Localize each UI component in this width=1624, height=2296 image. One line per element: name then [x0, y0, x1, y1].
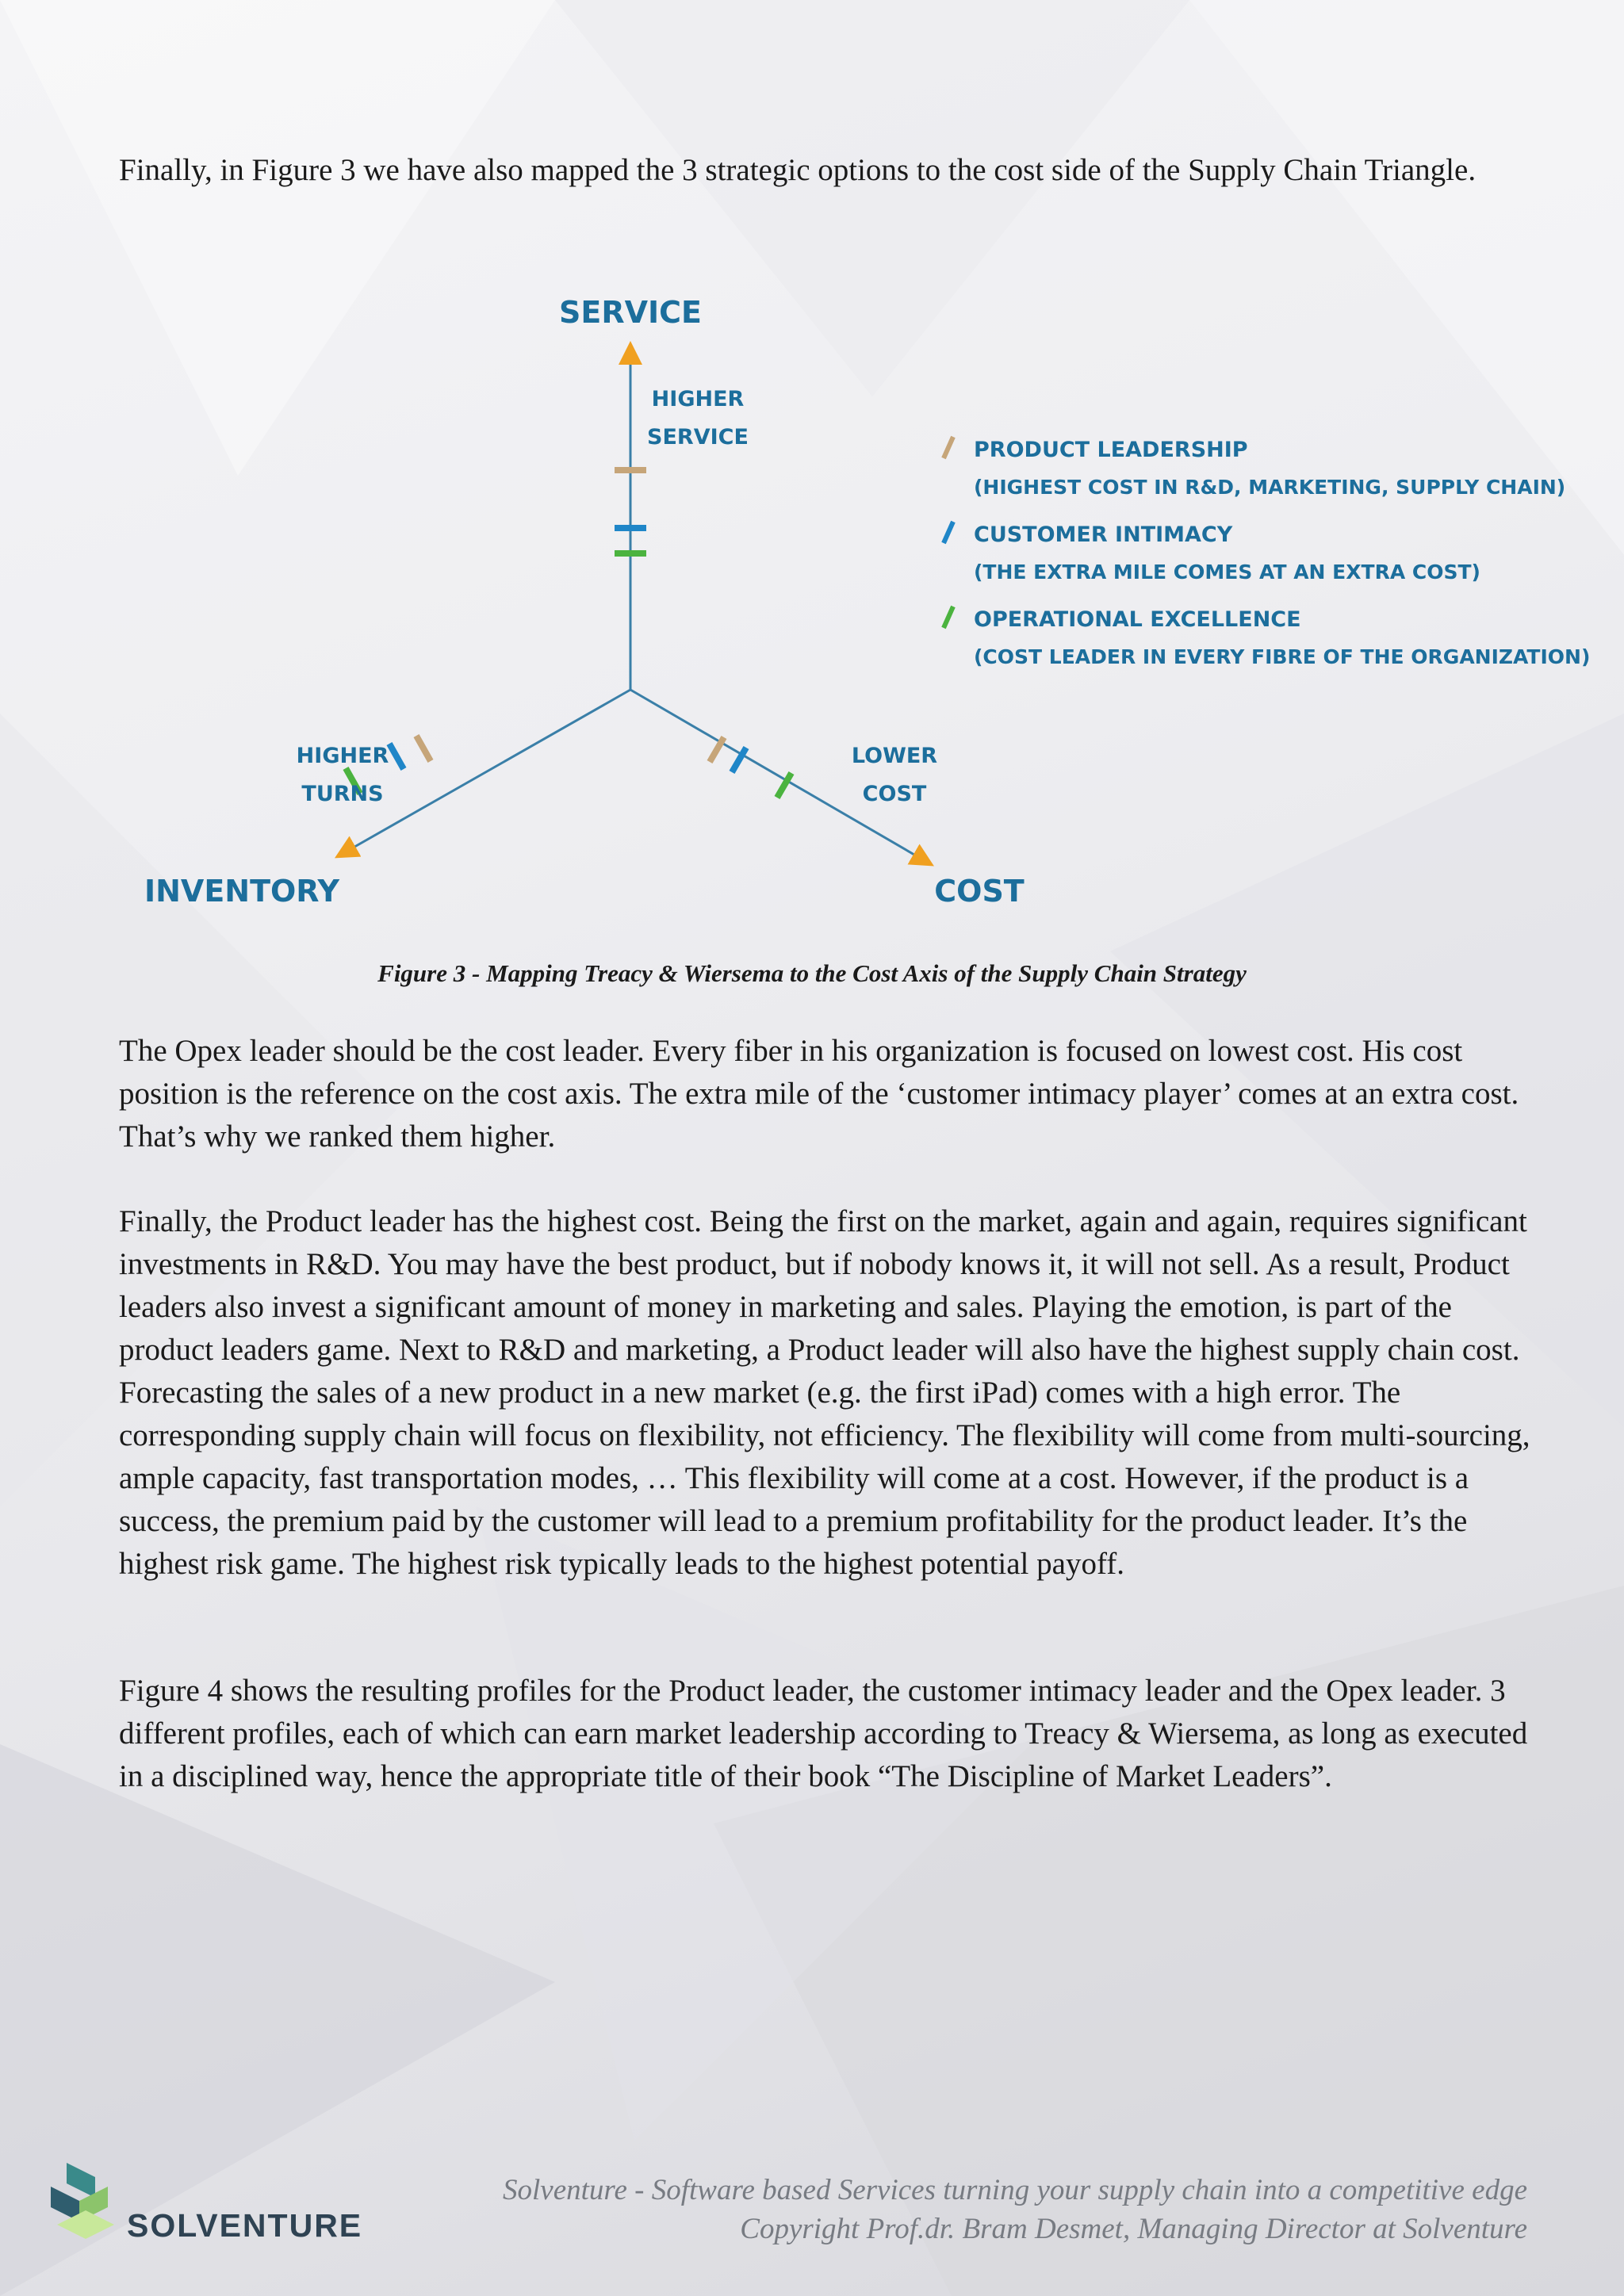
legend-swatch-product: [944, 437, 953, 458]
legend-swatch-opex: [944, 607, 953, 628]
inventory-axis: [345, 690, 630, 852]
legend-sublabel-customer: (THE EXTRA MILE COMES AT AN EXTRA COST): [974, 561, 1480, 584]
axis-label-inventory: INVENTORY: [144, 874, 340, 909]
legend-sublabel-opex: (COST LEADER IN EVERY FIBRE OF THE ORGANIZATION): [974, 645, 1591, 668]
intro-paragraph: Finally, in Figure 3 we have also mapped the 3 strategic options to the cost side of the Supply Chain Triangle.: [119, 153, 1477, 187]
legend-label-product: PRODUCT LEADERSHIP: [974, 438, 1248, 462]
hint-inventory-1: HIGHER: [296, 744, 389, 768]
cost-axis: [630, 690, 924, 860]
inventory-tick-product: [416, 736, 431, 761]
opex-paragraph: The Opex leader should be the cost leader. Every fiber in his organization is focused on lowest cost. His cost position is the reference on the cost axis. The extra mile of the ‘customer intimacy player’ comes at an extra cost. That’s why we ranked them higher.: [119, 1034, 1519, 1154]
legend-sublabel-product: (HIGHEST COST IN R&D, MARKETING, SUPPLY CHAIN): [974, 476, 1566, 499]
logo-mark-icon: [51, 2163, 122, 2250]
hint-cost-2: COST: [862, 782, 927, 806]
supply-chain-triangle-figure: [119, 281, 1591, 947]
hint-inventory-2: TURNS: [301, 782, 384, 806]
figure4-paragraph: Figure 4 shows the resulting profiles for the Product leader, the customer intimacy leader and the Opex leader. 3 different profiles, each of which can earn market leadership according to Treacy & Wiersema, as long as executed in a disciplined way, hence the appropriate title of their book “The Discipline of Market Leaders”.: [119, 1674, 1528, 1793]
legend-label-customer: CUSTOMER INTIMACY: [974, 522, 1233, 547]
product-leader-paragraph: Finally, the Product leader has the highest cost. Being the first on the market, again and again, requires significant investments in R&D. You may have the best product, but if nobody knows it, it will not sell. As a result, Product leaders also invest a significant amount of money in marketing and sales. Playing the emotion, is part of the product leaders game. Next to R&D and marketing, a Product leader will also have the highest supply chain cost. Forecasting the sales of a new product in a new market (e.g. the first iPad) comes with a high error. The corresponding supply chain will focus on flexibility, not efficiency. The flexibility will come from multi-sourcing, ample capacity, fast transportation modes, … This flexibility will come at a cost. However, if the product is a success, the premium paid by the customer will lead to a premium profitability for the product leader. It’s the highest risk game. The highest risk typically leads to the highest potential payoff.: [119, 1204, 1530, 1581]
inventory-tick-customer: [389, 744, 404, 769]
hint-cost-1: LOWER: [851, 744, 938, 768]
hint-service-1: HIGHER: [651, 387, 745, 411]
footer: [503, 2171, 1527, 2248]
footer-tagline: Solventure - Software based Services turning your supply chain into a competitive edge: [503, 2174, 1527, 2206]
axis-label-cost: COST: [934, 874, 1025, 909]
legend-label-opex: OPERATIONAL EXCELLENCE: [974, 607, 1301, 632]
hint-service-2: SERVICE: [647, 425, 749, 450]
solventure-logo: [51, 2163, 368, 2250]
figure-caption: Figure 3 - Mapping Treacy & Wiersema to the Cost Axis of the Supply Chain Strategy: [377, 959, 1247, 987]
figure-legend: [944, 437, 1590, 668]
legend-swatch-customer: [944, 522, 953, 543]
footer-copyright: Copyright Prof.dr. Bram Desmet, Managing Director at Solventure: [740, 2213, 1527, 2245]
axis-label-service: SERVICE: [559, 295, 702, 330]
logo-wordmark: SOLVENTURE: [127, 2207, 363, 2244]
